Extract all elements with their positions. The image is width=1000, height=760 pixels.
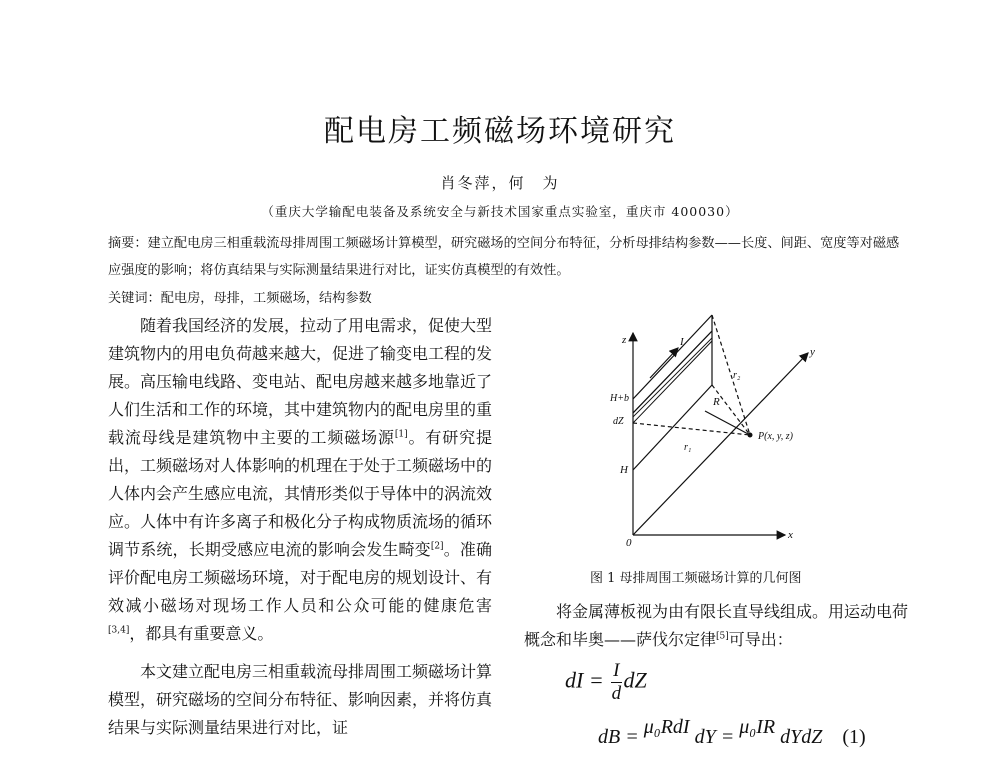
label-point-p: P(x, y, z) — [758, 431, 793, 442]
citation-2[interactable]: [2] — [430, 541, 444, 552]
label-current: I — [680, 336, 684, 348]
label-r: R — [713, 396, 720, 408]
label-x: x — [788, 529, 793, 541]
current-element-strip — [633, 331, 712, 423]
authors: 肖冬萍，何 为 — [440, 174, 560, 192]
scope-paragraph: 本文建立配电房三相重载流母排周围工频磁场计算模型，研究磁场的空间分布特征、影响因素，并将仿真结果与实际测量结果进行对比，证 — [108, 662, 493, 737]
citation-3-4[interactable]: [3,4] — [108, 625, 130, 636]
label-r2: r₂ — [733, 370, 741, 381]
figure-caption: 图 1 母排周围工频磁场计算的几何图 — [590, 571, 802, 586]
label-h-plus-b: H+b — [610, 393, 629, 404]
label-h: H — [620, 464, 628, 476]
label-dz: dZ — [613, 416, 624, 427]
y-axis — [633, 353, 808, 535]
busbar-geometry-figure — [600, 305, 840, 550]
biot-savart-paragraph: 将金属薄板视为由有限长直导线组成。用运动电荷概念和毕奥——萨伐尔定律[5]可导出： — [524, 602, 909, 649]
keywords: 关键词：配电房，母排，工频磁场，结构参数 — [108, 291, 372, 306]
affiliation: （重庆大学输配电装备及系统安全与新技术国家重点实验室，重庆市 400030） — [261, 204, 739, 219]
body-left-column — [108, 312, 492, 742]
abstract: 摘要：建立配电房三相重载流母排周围工频磁场计算模型，研究磁场的空间分布特征，分析母排结构参数——长度、间距、宽度等对磁感应强度的影响；将仿真结果与实际测量结果进行对比，证实仿真模型的有效性。 — [108, 236, 900, 278]
label-origin: 0 — [626, 537, 632, 549]
intro-paragraph: 随着我国经济的发展，拉动了用电需求，促使大型建筑物内的用电负荷越来越大，促进了输变电工程的发展。高压输电线路、变电站、配电房越来越多地靠近了人们生活和工作的环境，其中建筑物内的配电房里的重载流母线是建筑物中主要的工频磁场源[1]。有研究提出，工频磁场对人体影响的机理在于处于工频磁场中的人体内会产生感应电流，其情形类似于导体中的涡流效应。人体中有许多离子和极化分子构成物质流场的循环调节系统，长期受感应电流的影响会发生畸变[2]。准确评价配电房工频磁场环境，对于配电房的规划设计、有效减小磁场对现场工作人员和公众可能的健康危害[3,4]，都具有重要意义。 — [108, 316, 493, 643]
equation-1: dB = μ₀RdI dY = μ₀IR dYdZ (1) — [598, 716, 866, 748]
label-y: y — [810, 346, 815, 358]
label-r1: r₁ — [684, 442, 692, 453]
label-z: z — [622, 334, 627, 346]
field-point — [748, 433, 753, 438]
paper-title: 配电房工频磁场环境研究 — [324, 114, 676, 149]
citation-5[interactable]: [5] — [716, 631, 729, 642]
equation-number: (1) — [842, 726, 866, 748]
equation-current-element: dI = $\frac{I}{d}$ dZ — [565, 660, 647, 704]
citation-1[interactable]: [1] — [394, 429, 408, 440]
body-right-column — [524, 598, 914, 654]
